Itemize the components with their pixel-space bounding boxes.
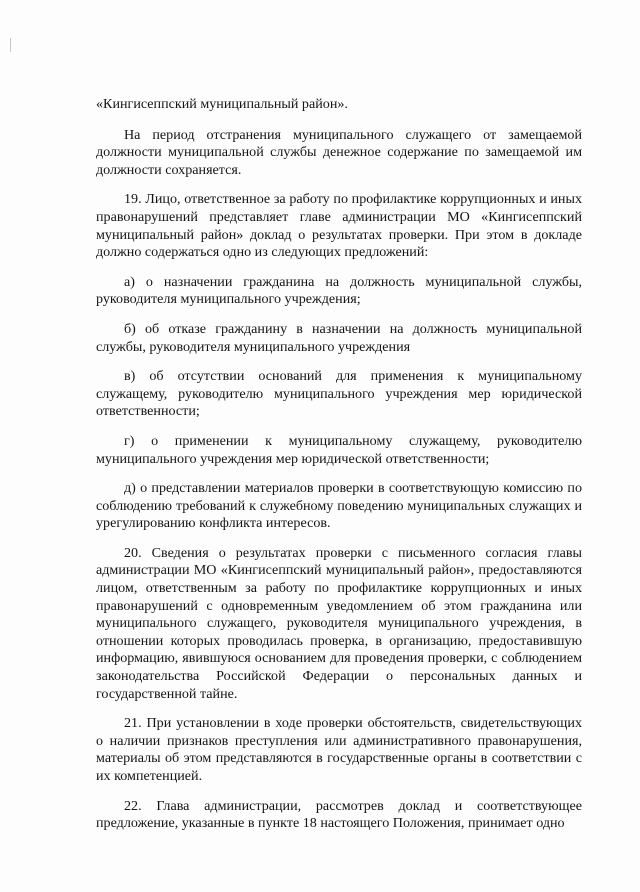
- paragraph-22: 22. Глава администрации, рассмотрев доклад и соответствующее предложение, указанные в пункте 18 настоящего Положения, принимает одно: [96, 797, 582, 832]
- paragraph-19: 19. Лицо, ответственное за работу по профилактике коррупционных и иных правонарушений представляет главе администрации МО «Кингисеппский муниципальный район» доклад о результатах проверки. При этом в докладе должно содержаться одно из следующих предложений:: [96, 191, 582, 261]
- paragraph-19-b: б) об отказе гражданину в назначении на должность муниципальной службы, руководителя муниципального учреждения: [96, 320, 582, 355]
- paragraph-continuation: «Кингисеппский муниципальный район».: [96, 96, 348, 112]
- paragraph-salary-retained: На период отстранения муниципального служащего от замещаемой должности муниципальной службы денежное содержание по замещаемой им должности сохраняется.: [96, 126, 582, 178]
- paragraph-19-g: г) о применении к муниципальному служащему, руководителю муниципального учреждения мер юридической ответственности;: [96, 432, 582, 467]
- paragraph-19-a: а) о назначении гражданина на должность муниципальной службы, руководителя муниципального учреждения;: [96, 273, 582, 308]
- paragraph-21: 21. При установлении в ходе проверки обстоятельств, свидетельствующих о наличии признаков преступления или административного правонарушения, материалы об этом представляются в государственные органы в соответствии с их компетенцией.: [96, 715, 582, 784]
- paragraph-19-d: д) о представлении материалов проверки в соответствующую комиссию по соблюдению требований к служебному поведению муниципальных служащих и урегулированию конфликта интересов.: [96, 480, 582, 532]
- document-body: [96, 96, 582, 845]
- paragraph-19-v: в) об отсутствии оснований для применения к муниципальному служащему, руководителю муниципального учреждения мер юридической ответственности;: [96, 368, 582, 420]
- paragraph-20: 20. Сведения о результатах проверки с письменного согласия главы администрации МО «Кингисеппский муниципальный район», предоставляются лицом, ответственным за работу по профилактике коррупционных и иных правонарушений с одновременным уведомлением об этом гражданина или муниципального служащего, руководителя муниципального учреждения, в отношении которых проводилась проверка, в организацию, предоставившую информацию, явившуюся основанием для проведения проверки, с соблюдением законодательства Российской Федерации о персональных данных и государственной тайне.: [96, 544, 582, 702]
- scan-mark: [10, 38, 11, 52]
